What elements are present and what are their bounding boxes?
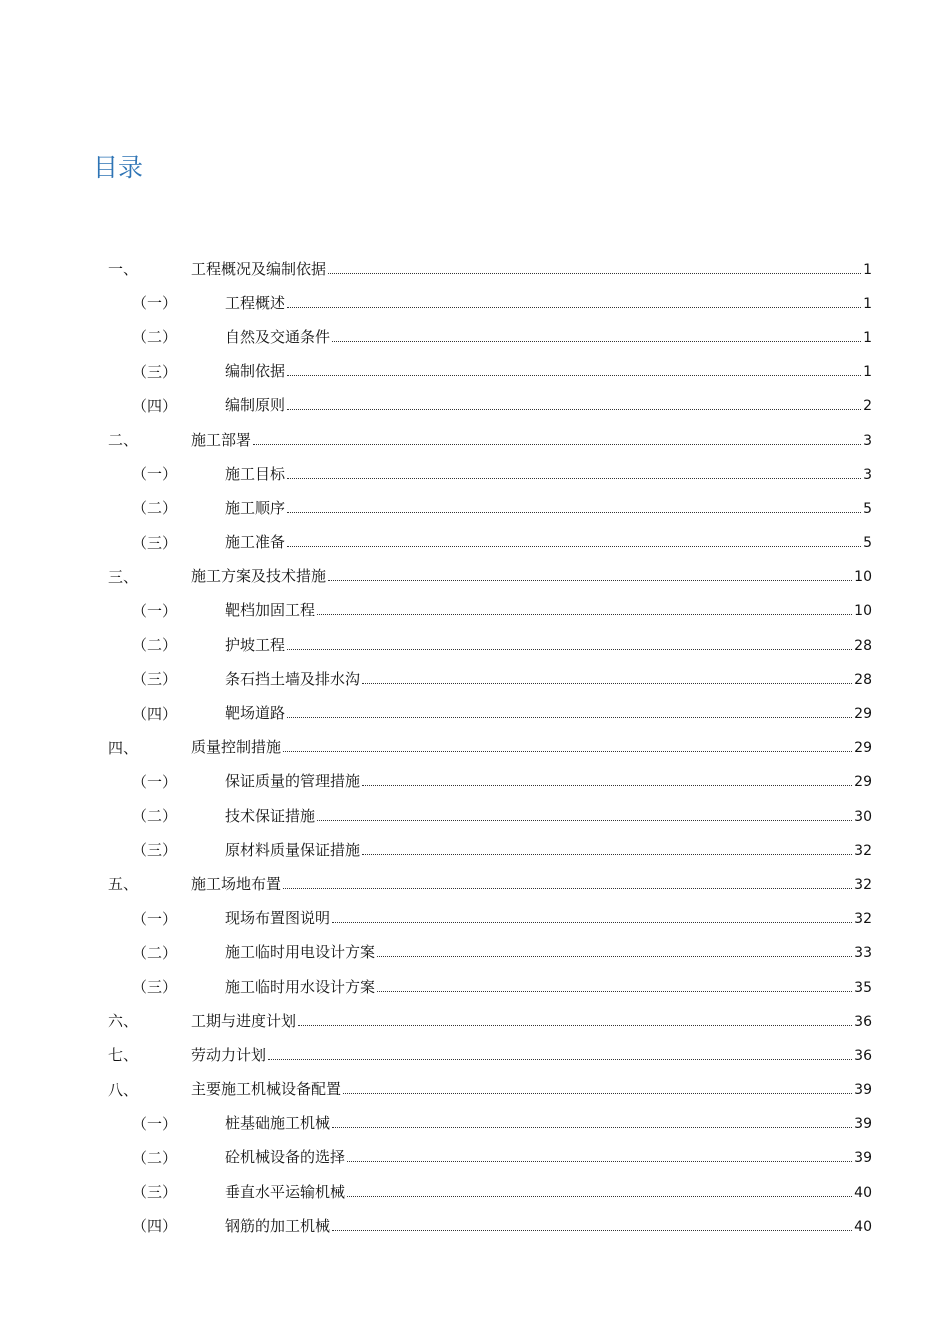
toc-entry[interactable] xyxy=(0,1175,950,1209)
toc-dot-leader xyxy=(298,1024,852,1026)
toc-entry-label: 现场布置图说明 xyxy=(225,909,331,928)
toc-entry-line xyxy=(225,327,872,348)
toc-entry-number: （一） xyxy=(132,772,178,791)
toc-entry-line xyxy=(225,635,872,656)
toc-entry-label: 工程概述 xyxy=(225,293,286,312)
toc-entry-number: （二） xyxy=(132,499,178,518)
toc-dot-leader xyxy=(287,716,852,718)
toc-entry[interactable] xyxy=(0,560,950,594)
toc-entry-label: 施工临时用电设计方案 xyxy=(225,943,376,962)
toc-entry[interactable] xyxy=(0,1038,950,1072)
toc-dot-leader xyxy=(362,682,852,684)
toc-dot-leader xyxy=(287,408,861,410)
toc-entry[interactable] xyxy=(0,1107,950,1141)
toc-entry[interactable] xyxy=(0,355,950,389)
toc-entry-page-number: 36 xyxy=(854,1047,872,1064)
toc-list xyxy=(0,252,950,1243)
toc-dot-leader xyxy=(362,853,852,855)
toc-entry[interactable] xyxy=(0,1004,950,1038)
toc-entry-line xyxy=(225,293,872,314)
toc-entry[interactable] xyxy=(0,936,950,970)
toc-entry-line xyxy=(225,1113,872,1134)
toc-dot-leader xyxy=(332,921,852,923)
toc-entry-number: （二） xyxy=(132,636,178,655)
toc-entry-label: 保证质量的管理措施 xyxy=(225,772,361,791)
toc-entry-page-number: 39 xyxy=(854,1150,872,1167)
toc-dot-leader xyxy=(343,1092,852,1094)
toc-dot-leader xyxy=(332,1126,852,1128)
toc-entry-label: 施工场地布置 xyxy=(191,874,282,893)
toc-entry[interactable] xyxy=(0,696,950,730)
toc-entry[interactable] xyxy=(0,628,950,662)
toc-entry-number: 四、 xyxy=(108,738,139,757)
toc-entry-line xyxy=(191,566,872,587)
toc-entry-line xyxy=(225,669,872,690)
toc-entry-line xyxy=(225,977,872,998)
toc-entry-number: （三） xyxy=(132,670,178,689)
toc-entry-line xyxy=(225,840,872,861)
toc-entry[interactable] xyxy=(0,731,950,765)
toc-entry-number: （二） xyxy=(132,328,178,347)
toc-entry-page-number: 29 xyxy=(854,774,872,791)
toc-entry[interactable] xyxy=(0,970,950,1004)
toc-entry-number: 一、 xyxy=(108,260,139,279)
toc-entry-number: 六、 xyxy=(108,1012,139,1031)
toc-dot-leader xyxy=(328,272,861,274)
toc-entry-page-number: 32 xyxy=(854,842,872,859)
toc-entry-line xyxy=(225,532,872,553)
toc-entry[interactable] xyxy=(0,526,950,560)
toc-entry[interactable] xyxy=(0,662,950,696)
toc-entry-page-number: 1 xyxy=(863,329,872,346)
toc-entry-label: 靶场道路 xyxy=(225,704,286,723)
toc-entry-page-number: 1 xyxy=(863,364,872,381)
toc-entry-page-number: 5 xyxy=(863,535,872,552)
toc-entry-label: 施工目标 xyxy=(225,464,286,483)
toc-entry-number: （二） xyxy=(132,943,178,962)
toc-entry-number: （二） xyxy=(132,807,178,826)
toc-dot-leader xyxy=(347,1195,852,1197)
toc-entry-line xyxy=(225,1147,872,1168)
toc-entry-label: 自然及交通条件 xyxy=(225,327,331,346)
toc-entry-label: 工期与进度计划 xyxy=(191,1011,297,1030)
toc-dot-leader xyxy=(362,784,852,786)
toc-entry-page-number: 28 xyxy=(854,637,872,654)
toc-entry-page-number: 10 xyxy=(854,603,872,620)
toc-entry[interactable] xyxy=(0,1209,950,1243)
toc-dot-leader xyxy=(283,750,852,752)
toc-entry-line xyxy=(191,259,872,280)
toc-entry-label: 施工方案及技术措施 xyxy=(191,567,327,586)
toc-entry-page-number: 40 xyxy=(854,1184,872,1201)
toc-entry-line xyxy=(191,430,872,451)
toc-dot-leader xyxy=(332,1229,852,1231)
toc-dot-leader xyxy=(287,306,861,308)
toc-entry-number: （二） xyxy=(132,1148,178,1167)
toc-entry-page-number: 5 xyxy=(863,500,872,517)
toc-entry-page-number: 1 xyxy=(863,295,872,312)
toc-entry-page-number: 40 xyxy=(854,1218,872,1235)
toc-entry-label: 钢筋的加工机械 xyxy=(225,1216,331,1235)
toc-dot-leader xyxy=(328,579,852,581)
toc-entry-label: 施工准备 xyxy=(225,533,286,552)
toc-entry-label: 施工顺序 xyxy=(225,498,286,517)
toc-entry[interactable] xyxy=(0,320,950,354)
toc-entry-line xyxy=(225,464,872,485)
toc-entry-line xyxy=(225,908,872,929)
toc-entry-label: 护坡工程 xyxy=(225,635,286,654)
toc-entry-label: 编制原则 xyxy=(225,396,286,415)
toc-entry-label: 施工部署 xyxy=(191,430,252,449)
toc-entry-page-number: 29 xyxy=(854,706,872,723)
toc-dot-leader xyxy=(332,340,861,342)
toc-entry-number: （一） xyxy=(132,294,178,313)
toc-entry-page-number: 3 xyxy=(863,466,872,483)
toc-entry-page-number: 29 xyxy=(854,740,872,757)
toc-entry-number: （三） xyxy=(132,978,178,997)
toc-entry-label: 质量控制措施 xyxy=(191,738,282,757)
toc-entry[interactable] xyxy=(0,799,950,833)
toc-entry-number: （四） xyxy=(132,396,178,415)
toc-dot-leader xyxy=(287,374,861,376)
toc-entry-page-number: 2 xyxy=(863,398,872,415)
toc-entry-line xyxy=(225,361,872,382)
toc-entry-line xyxy=(225,771,872,792)
toc-dot-leader xyxy=(317,819,852,821)
toc-title: 目录 xyxy=(93,153,144,182)
toc-entry-label: 垂直水平运输机械 xyxy=(225,1182,346,1201)
toc-entry-line xyxy=(191,874,872,895)
toc-entry-label: 施工临时用水设计方案 xyxy=(225,977,376,996)
toc-entry-line xyxy=(225,703,872,724)
toc-entry[interactable] xyxy=(0,867,950,901)
toc-entry[interactable] xyxy=(0,765,950,799)
toc-dot-leader xyxy=(377,955,852,957)
toc-dot-leader xyxy=(287,648,852,650)
toc-entry-label: 劳动力计划 xyxy=(191,1045,267,1064)
toc-entry-label: 工程概况及编制依据 xyxy=(191,259,327,278)
toc-dot-leader xyxy=(347,1160,852,1162)
toc-entry-page-number: 3 xyxy=(863,432,872,449)
toc-entry[interactable] xyxy=(0,286,950,320)
toc-entry-number: 五、 xyxy=(108,875,139,894)
toc-entry-line xyxy=(191,737,872,758)
toc-entry-line xyxy=(191,1045,872,1066)
toc-entry-page-number: 39 xyxy=(854,1082,872,1099)
toc-entry-line xyxy=(225,1216,872,1237)
toc-dot-leader xyxy=(377,990,852,992)
toc-entry-line xyxy=(225,498,872,519)
toc-entry[interactable] xyxy=(0,457,950,491)
toc-entry-line xyxy=(191,1079,872,1100)
toc-entry[interactable] xyxy=(0,833,950,867)
toc-entry-line xyxy=(225,942,872,963)
toc-entry[interactable] xyxy=(0,389,950,423)
toc-dot-leader xyxy=(287,477,861,479)
toc-entry-label: 原材料质量保证措施 xyxy=(225,840,361,859)
toc-entry[interactable] xyxy=(0,1141,950,1175)
toc-entry-label: 条石挡土墙及排水沟 xyxy=(225,669,361,688)
toc-dot-leader xyxy=(317,613,852,615)
toc-entry-page-number: 10 xyxy=(854,569,872,586)
toc-entry-page-number: 1 xyxy=(863,261,872,278)
toc-entry-number: 七、 xyxy=(108,1046,139,1065)
toc-entry-line xyxy=(225,395,872,416)
toc-dot-leader xyxy=(287,511,861,513)
toc-entry-number: （三） xyxy=(132,362,178,381)
toc-dot-leader xyxy=(283,887,852,889)
toc-entry-page-number: 33 xyxy=(854,945,872,962)
toc-entry[interactable] xyxy=(0,902,950,936)
toc-entry-label: 编制依据 xyxy=(225,362,286,381)
toc-entry-page-number: 32 xyxy=(854,911,872,928)
toc-entry-number: 八、 xyxy=(108,1080,139,1099)
toc-entry-label: 砼机械设备的选择 xyxy=(225,1148,346,1167)
toc-entry-page-number: 32 xyxy=(854,876,872,893)
toc-dot-leader xyxy=(287,545,861,547)
toc-entry-label: 桩基础施工机械 xyxy=(225,1114,331,1133)
toc-entry-line xyxy=(225,1182,872,1203)
toc-entry-label: 主要施工机械设备配置 xyxy=(191,1080,342,1099)
toc-entry[interactable] xyxy=(0,423,950,457)
toc-entry-page-number: 28 xyxy=(854,671,872,688)
toc-entry[interactable] xyxy=(0,1073,950,1107)
toc-entry-number: （四） xyxy=(132,1217,178,1236)
toc-dot-leader xyxy=(253,443,861,445)
toc-entry-number: （三） xyxy=(132,533,178,552)
toc-entry-line xyxy=(191,1011,872,1032)
toc-entry[interactable] xyxy=(0,594,950,628)
toc-entry-page-number: 39 xyxy=(854,1116,872,1133)
toc-entry-number: （一） xyxy=(132,909,178,928)
toc-entry-number: （三） xyxy=(132,1183,178,1202)
toc-entry-page-number: 35 xyxy=(854,979,872,996)
toc-entry-line xyxy=(225,600,872,621)
toc-entry-page-number: 36 xyxy=(854,1013,872,1030)
toc-entry-number: 二、 xyxy=(108,431,139,450)
toc-entry-label: 技术保证措施 xyxy=(225,806,316,825)
toc-entry-number: （一） xyxy=(132,601,178,620)
toc-entry-number: （一） xyxy=(132,465,178,484)
toc-entry-page-number: 30 xyxy=(854,808,872,825)
toc-entry[interactable] xyxy=(0,491,950,525)
toc-dot-leader xyxy=(268,1058,852,1060)
toc-entry-line xyxy=(225,806,872,827)
toc-entry[interactable] xyxy=(0,252,950,286)
toc-entry-number: （三） xyxy=(132,841,178,860)
toc-entry-label: 靶档加固工程 xyxy=(225,601,316,620)
toc-entry-number: 三、 xyxy=(108,567,139,586)
toc-entry-number: （一） xyxy=(132,1114,178,1133)
toc-entry-number: （四） xyxy=(132,704,178,723)
